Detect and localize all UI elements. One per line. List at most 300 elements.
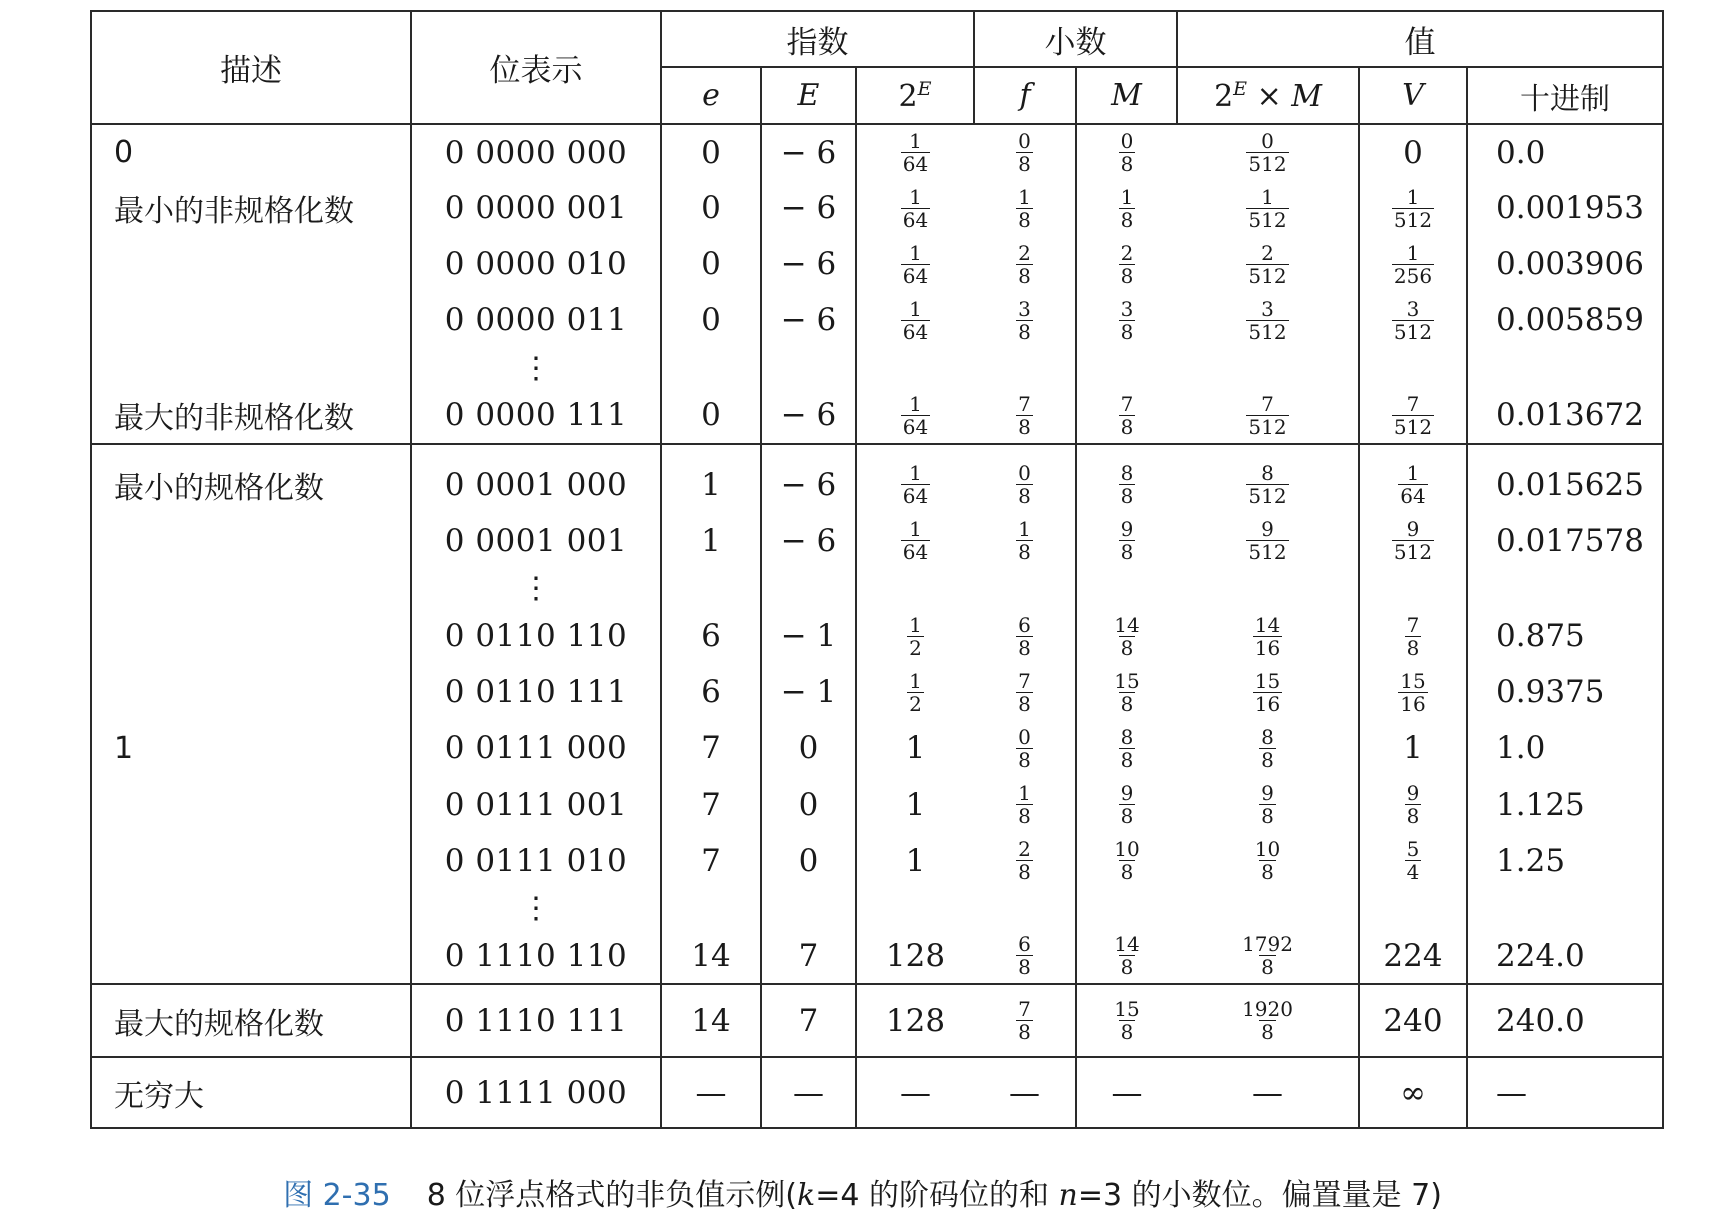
bits-cell-text: 0 0111 000 xyxy=(444,730,628,767)
M-cell xyxy=(1076,292,1177,348)
e-cell xyxy=(661,348,761,387)
fraction-denominator: 16 xyxy=(1254,691,1281,716)
fraction-numerator: 3 xyxy=(1261,296,1274,321)
twoE-cell-text: 128 xyxy=(885,1002,946,1039)
fraction xyxy=(1016,837,1033,885)
fraction-numerator: 1 xyxy=(909,240,922,265)
fraction xyxy=(1392,391,1434,439)
bits-cell xyxy=(411,720,661,776)
twoE-cell xyxy=(856,124,974,180)
E-cell xyxy=(761,889,856,928)
decimal-cell xyxy=(1467,928,1663,984)
fraction-denominator: 8 xyxy=(1261,955,1274,980)
bits-cell-text: 0 0001 000 xyxy=(444,466,628,503)
E-cell-text: 7 xyxy=(798,1002,819,1039)
M-cell xyxy=(1076,236,1177,292)
decimal-cell xyxy=(1467,608,1663,664)
twoE-cell xyxy=(856,236,974,292)
twoE-cell xyxy=(856,720,974,776)
fraction-denominator: 8 xyxy=(1120,540,1134,565)
fraction-numerator: 8 xyxy=(1261,724,1274,749)
table-row xyxy=(91,664,1663,720)
desc-cell xyxy=(91,513,411,569)
E-cell-text: − 6 xyxy=(780,522,837,559)
fraction-denominator: 8 xyxy=(1018,691,1031,716)
e-cell-text: 14 xyxy=(691,937,731,974)
header-V: V xyxy=(1359,67,1467,124)
fraction-numerator: 7 xyxy=(1018,997,1031,1022)
decimal-cell-text: 240.0 xyxy=(1496,1002,1585,1039)
decimal-cell xyxy=(1467,833,1663,889)
decimal-cell-text: 0.0 xyxy=(1496,134,1546,171)
E-cell xyxy=(761,292,856,348)
fraction xyxy=(1112,668,1141,716)
fraction xyxy=(1253,668,1282,716)
V-cell xyxy=(1359,444,1467,456)
M-cell xyxy=(1076,928,1177,984)
desc-cell-text: 最大的规格化数 xyxy=(114,1006,324,1042)
float-format-table xyxy=(90,10,1664,1129)
M-cell xyxy=(1076,388,1177,444)
V-cell xyxy=(1359,388,1467,444)
E-cell-text: 0 xyxy=(798,730,819,767)
fraction xyxy=(1016,724,1033,772)
E-cell xyxy=(761,513,856,569)
fraction-numerator: 15 xyxy=(1254,668,1281,693)
decimal-cell-text: 0.9375 xyxy=(1496,674,1605,711)
twoE-cell-text: 1 xyxy=(905,842,926,879)
bits-cell-text: 0 0000 010 xyxy=(444,246,628,283)
bits-cell xyxy=(411,889,661,928)
V-cell xyxy=(1359,348,1467,387)
M-cell xyxy=(1076,124,1177,180)
E-cell-text: − 6 xyxy=(780,302,837,339)
M-cell xyxy=(1076,569,1177,608)
E-cell-text: − 6 xyxy=(780,466,837,503)
e-cell-text: 1 xyxy=(701,466,721,503)
header-value-group: 值 xyxy=(1177,11,1663,67)
e-cell xyxy=(661,720,761,776)
fraction-numerator: 14 xyxy=(1254,612,1281,637)
e-cell-text: — xyxy=(695,1074,727,1111)
desc-cell-text: 0 xyxy=(114,135,134,171)
desc-cell xyxy=(91,569,411,608)
decimal-cell-text: 0.001953 xyxy=(1496,190,1644,227)
e-cell xyxy=(661,513,761,569)
table-row xyxy=(91,180,1663,236)
decimal-cell-text: — xyxy=(1496,1074,1528,1111)
fraction-denominator: 2 xyxy=(909,635,922,660)
fraction-denominator: 8 xyxy=(1261,804,1274,829)
fraction-numerator: 0 xyxy=(1018,129,1031,154)
E-cell xyxy=(761,833,856,889)
fraction xyxy=(1405,781,1422,829)
e-cell xyxy=(661,124,761,180)
table-row xyxy=(91,292,1663,348)
fraction xyxy=(1246,296,1288,344)
figure-caption xyxy=(0,1170,1725,1214)
fraction xyxy=(1392,184,1434,232)
fraction xyxy=(1246,391,1288,439)
f-cell xyxy=(974,444,1076,456)
fraction-denominator: 8 xyxy=(1406,635,1420,660)
bits-cell-text: 0 1110 111 xyxy=(444,1002,628,1039)
fraction-numerator: 1 xyxy=(909,612,922,637)
fraction-denominator: 8 xyxy=(1018,860,1031,885)
M-cell xyxy=(1076,180,1177,236)
twoE-cell xyxy=(856,984,974,1057)
table-row xyxy=(91,984,1663,1057)
fraction-numerator: 1 xyxy=(909,461,922,486)
decimal-cell xyxy=(1467,457,1663,513)
fraction-numerator: 5 xyxy=(1406,837,1420,862)
decimal-cell xyxy=(1467,348,1663,387)
fraction xyxy=(1112,612,1141,660)
desc-cell xyxy=(91,608,411,664)
fraction-numerator: 9 xyxy=(1406,517,1420,542)
fraction-denominator: 16 xyxy=(1400,691,1426,716)
fraction-denominator: 4 xyxy=(1406,860,1420,885)
bits-cell xyxy=(411,569,661,608)
fraction-denominator: 8 xyxy=(1018,207,1031,232)
V-cell xyxy=(1359,292,1467,348)
table-row xyxy=(91,608,1663,664)
fraction-denominator: 8 xyxy=(1120,1020,1134,1045)
V-cell xyxy=(1359,928,1467,984)
fraction-denominator: 64 xyxy=(902,540,929,565)
E-cell-text: − 6 xyxy=(780,190,837,227)
decimal-cell xyxy=(1467,889,1663,928)
M-cell xyxy=(1076,664,1177,720)
fraction xyxy=(901,240,930,288)
desc-cell xyxy=(91,833,411,889)
e-cell xyxy=(661,292,761,348)
fraction xyxy=(1259,781,1276,829)
fraction-numerator: 1792 xyxy=(1242,932,1293,957)
bits-cell-text: 0 0111 001 xyxy=(444,786,628,823)
f-cell xyxy=(974,720,1076,776)
f-cell xyxy=(974,513,1076,569)
fraction-denominator: 8 xyxy=(1120,207,1134,232)
fraction-denominator: 8 xyxy=(1018,414,1031,439)
fraction-numerator: 6 xyxy=(1018,612,1031,637)
e-cell-text: 6 xyxy=(701,674,721,711)
fraction-denominator: 512 xyxy=(1393,207,1433,232)
f-cell xyxy=(974,889,1076,928)
header-bits: 位表示 xyxy=(411,11,661,124)
e-cell xyxy=(661,1057,761,1128)
fraction-denominator: 8 xyxy=(1018,1020,1031,1045)
fraction-denominator: 512 xyxy=(1248,319,1287,344)
V-cell-text: 0 xyxy=(1403,134,1423,171)
table-row xyxy=(91,388,1663,444)
header-decimal: 十进制 xyxy=(1467,67,1663,124)
bits-cell xyxy=(411,388,661,444)
fraction-numerator: 3 xyxy=(1406,296,1420,321)
E-cell xyxy=(761,124,856,180)
fraction xyxy=(1119,781,1136,829)
fraction-denominator: 8 xyxy=(1406,804,1420,829)
V-cell xyxy=(1359,1057,1467,1128)
V-cell xyxy=(1359,833,1467,889)
V-cell-text: 224 xyxy=(1383,937,1443,974)
V-cell xyxy=(1359,608,1467,664)
fraction-denominator: 8 xyxy=(1018,484,1031,509)
fraction xyxy=(1119,129,1136,177)
e-cell-text: 0 xyxy=(701,134,721,171)
fraction-numerator: 1 xyxy=(909,668,922,693)
header-desc: 描述 xyxy=(91,11,411,124)
e-cell-text: 1 xyxy=(701,522,721,559)
spacer-row xyxy=(91,444,1663,456)
fraction-numerator: 7 xyxy=(1261,391,1274,416)
fraction-numerator: 3 xyxy=(1120,296,1134,321)
E-cell xyxy=(761,180,856,236)
twoEM-cell xyxy=(1177,444,1359,456)
fraction-denominator: 8 xyxy=(1018,747,1031,772)
bits-cell-text: 0 0000 001 xyxy=(444,190,628,227)
fraction-numerator: 15 xyxy=(1114,997,1140,1022)
twoEM-cell xyxy=(1177,457,1359,513)
fraction-numerator: 1 xyxy=(909,129,922,154)
fraction xyxy=(901,184,930,232)
fraction-denominator: 8 xyxy=(1120,319,1134,344)
f-cell xyxy=(974,388,1076,444)
f-cell xyxy=(974,984,1076,1057)
fraction-denominator: 512 xyxy=(1393,540,1433,565)
V-cell xyxy=(1359,457,1467,513)
desc-cell xyxy=(91,984,411,1057)
fraction xyxy=(1016,781,1033,829)
E-cell-text: 0 xyxy=(798,842,819,879)
f-cell xyxy=(974,608,1076,664)
figure-number: 图 2-35 xyxy=(283,1178,391,1213)
bits-cell xyxy=(411,777,661,833)
twoEM-cell-text: — xyxy=(1252,1074,1284,1111)
e-cell-text: 0 xyxy=(701,302,721,339)
desc-cell-text: 最小的规格化数 xyxy=(114,470,324,506)
fraction-denominator: 8 xyxy=(1120,152,1134,177)
twoEM-cell xyxy=(1177,236,1359,292)
E-cell xyxy=(761,348,856,387)
fraction-numerator: 1 xyxy=(909,184,922,209)
fraction-numerator: 10 xyxy=(1114,837,1140,862)
fraction-denominator: 2 xyxy=(909,691,922,716)
decimal-cell xyxy=(1467,124,1663,180)
E-cell xyxy=(761,928,856,984)
twoEM-cell xyxy=(1177,1057,1359,1128)
fraction-denominator: 8 xyxy=(1018,635,1031,660)
e-cell xyxy=(661,569,761,608)
fraction-numerator: 7 xyxy=(1406,391,1420,416)
desc-cell xyxy=(91,777,411,833)
M-cell xyxy=(1076,457,1177,513)
bits-cell-text: 0 0110 111 xyxy=(444,674,628,711)
twoE-cell xyxy=(856,444,974,456)
fraction-numerator: 14 xyxy=(1114,932,1140,957)
e-cell xyxy=(661,457,761,513)
fraction xyxy=(1246,517,1288,565)
decimal-cell xyxy=(1467,236,1663,292)
f-cell xyxy=(974,928,1076,984)
header-e: e xyxy=(661,67,761,124)
fraction-numerator: 14 xyxy=(1114,612,1140,637)
V-cell-text: 240 xyxy=(1383,1002,1443,1039)
fraction xyxy=(1246,240,1288,288)
header-2E: $2^E$ xyxy=(856,67,974,124)
f-cell xyxy=(974,569,1076,608)
fraction xyxy=(1016,517,1033,565)
M-cell xyxy=(1076,1057,1177,1128)
bits-cell xyxy=(411,348,661,387)
decimal-cell xyxy=(1467,292,1663,348)
desc-cell xyxy=(91,889,411,928)
fraction-denominator: 64 xyxy=(902,484,929,509)
twoE-cell xyxy=(856,348,974,387)
vertical-ellipsis: ⋮ xyxy=(521,891,551,927)
fraction-numerator: 0 xyxy=(1261,129,1274,154)
twoE-cell-text: 1 xyxy=(905,730,926,767)
e-cell-text: 0 xyxy=(701,246,721,283)
fraction-numerator: 9 xyxy=(1261,781,1274,806)
twoE-cell xyxy=(856,777,974,833)
decimal-cell xyxy=(1467,444,1663,456)
fraction-denominator: 64 xyxy=(1400,484,1426,509)
decimal-cell xyxy=(1467,569,1663,608)
fraction xyxy=(901,129,930,177)
M-cell xyxy=(1076,444,1177,456)
fraction-denominator: 256 xyxy=(1393,263,1433,288)
decimal-cell xyxy=(1467,513,1663,569)
f-cell xyxy=(974,348,1076,387)
e-cell xyxy=(661,180,761,236)
fraction-denominator: 8 xyxy=(1261,747,1274,772)
vertical-ellipsis: ⋮ xyxy=(521,571,551,607)
f-cell xyxy=(974,124,1076,180)
fraction-denominator: 512 xyxy=(1248,414,1287,439)
fraction-denominator: 64 xyxy=(902,319,929,344)
decimal-cell-text: 0.017578 xyxy=(1496,522,1644,559)
fraction-numerator: 3 xyxy=(1018,296,1031,321)
bits-cell-text: 0 0000 111 xyxy=(444,397,628,434)
fraction-denominator: 8 xyxy=(1018,263,1031,288)
fraction xyxy=(907,668,924,716)
fraction xyxy=(1119,391,1136,439)
fraction xyxy=(1405,837,1422,885)
E-cell-text: − 1 xyxy=(780,674,837,711)
desc-cell xyxy=(91,388,411,444)
fraction xyxy=(1240,932,1295,980)
bits-cell-text: 0 0110 110 xyxy=(444,618,628,655)
desc-cell xyxy=(91,664,411,720)
fraction xyxy=(901,461,930,509)
twoEM-cell xyxy=(1177,608,1359,664)
E-cell xyxy=(761,388,856,444)
fraction xyxy=(1016,296,1033,344)
fraction-numerator: 15 xyxy=(1114,668,1140,693)
desc-cell-text: 无穷大 xyxy=(114,1078,204,1114)
desc-cell xyxy=(91,1057,411,1128)
table-row xyxy=(91,777,1663,833)
fraction xyxy=(1119,724,1136,772)
twoEM-cell xyxy=(1177,664,1359,720)
fraction-denominator: 512 xyxy=(1248,540,1287,565)
fraction-numerator: 9 xyxy=(1120,781,1134,806)
twoE-cell-text: 1 xyxy=(905,786,926,823)
twoEM-cell xyxy=(1177,928,1359,984)
caption-var-n: n xyxy=(1058,1178,1078,1213)
fraction xyxy=(1016,932,1033,980)
fraction xyxy=(907,612,924,660)
fraction xyxy=(901,296,930,344)
bits-cell xyxy=(411,928,661,984)
table-row xyxy=(91,720,1663,776)
fraction-numerator: 6 xyxy=(1018,932,1031,957)
bits-cell xyxy=(411,608,661,664)
fraction-numerator: 1 xyxy=(1018,184,1031,209)
e-cell xyxy=(661,928,761,984)
fraction-denominator: 8 xyxy=(1018,955,1031,980)
header-exponent-group: 指数 xyxy=(661,11,974,67)
desc-cell xyxy=(91,180,411,236)
twoEM-cell xyxy=(1177,124,1359,180)
caption-text-c: =3 的小数位。偏置量是 7) xyxy=(1077,1178,1442,1213)
desc-cell-text: 最小的非规格化数 xyxy=(114,194,354,230)
twoEM-cell xyxy=(1177,833,1359,889)
fraction-denominator: 512 xyxy=(1393,319,1433,344)
fraction xyxy=(1246,184,1288,232)
E-cell xyxy=(761,984,856,1057)
E-cell-text: − 1 xyxy=(780,618,837,655)
E-cell-text: − 6 xyxy=(780,134,837,171)
fraction-numerator: 1 xyxy=(1406,240,1420,265)
decimal-cell-text: 0.015625 xyxy=(1496,466,1644,503)
fraction xyxy=(1016,461,1033,509)
fraction-denominator: 8 xyxy=(1261,860,1274,885)
e-cell xyxy=(661,388,761,444)
e-cell xyxy=(661,984,761,1057)
M-cell xyxy=(1076,777,1177,833)
E-cell-text: — xyxy=(793,1074,824,1111)
table-row xyxy=(91,124,1663,180)
fraction-numerator: 8 xyxy=(1120,461,1134,486)
fraction xyxy=(1016,129,1033,177)
f-cell xyxy=(974,292,1076,348)
fraction-denominator: 64 xyxy=(902,263,929,288)
fraction xyxy=(1253,837,1282,885)
bits-cell xyxy=(411,457,661,513)
fraction-numerator: 7 xyxy=(1018,391,1031,416)
E-cell xyxy=(761,777,856,833)
twoEM-cell xyxy=(1177,984,1359,1057)
fraction-numerator: 7 xyxy=(1120,391,1134,416)
ellipsis-row xyxy=(91,569,1663,608)
decimal-cell xyxy=(1467,664,1663,720)
fraction-denominator: 512 xyxy=(1393,414,1433,439)
e-cell xyxy=(661,236,761,292)
header-E: E xyxy=(761,67,856,124)
fraction-denominator: 8 xyxy=(1120,691,1134,716)
decimal-cell xyxy=(1467,1057,1663,1128)
V-cell xyxy=(1359,984,1467,1057)
fraction-numerator: 9 xyxy=(1406,781,1420,806)
bits-cell-text: 0 1111 000 xyxy=(444,1074,628,1111)
e-cell xyxy=(661,889,761,928)
decimal-cell xyxy=(1467,388,1663,444)
V-cell-text: 1 xyxy=(1403,730,1423,767)
fraction-denominator: 512 xyxy=(1248,152,1287,177)
fraction-denominator: 8 xyxy=(1018,540,1031,565)
